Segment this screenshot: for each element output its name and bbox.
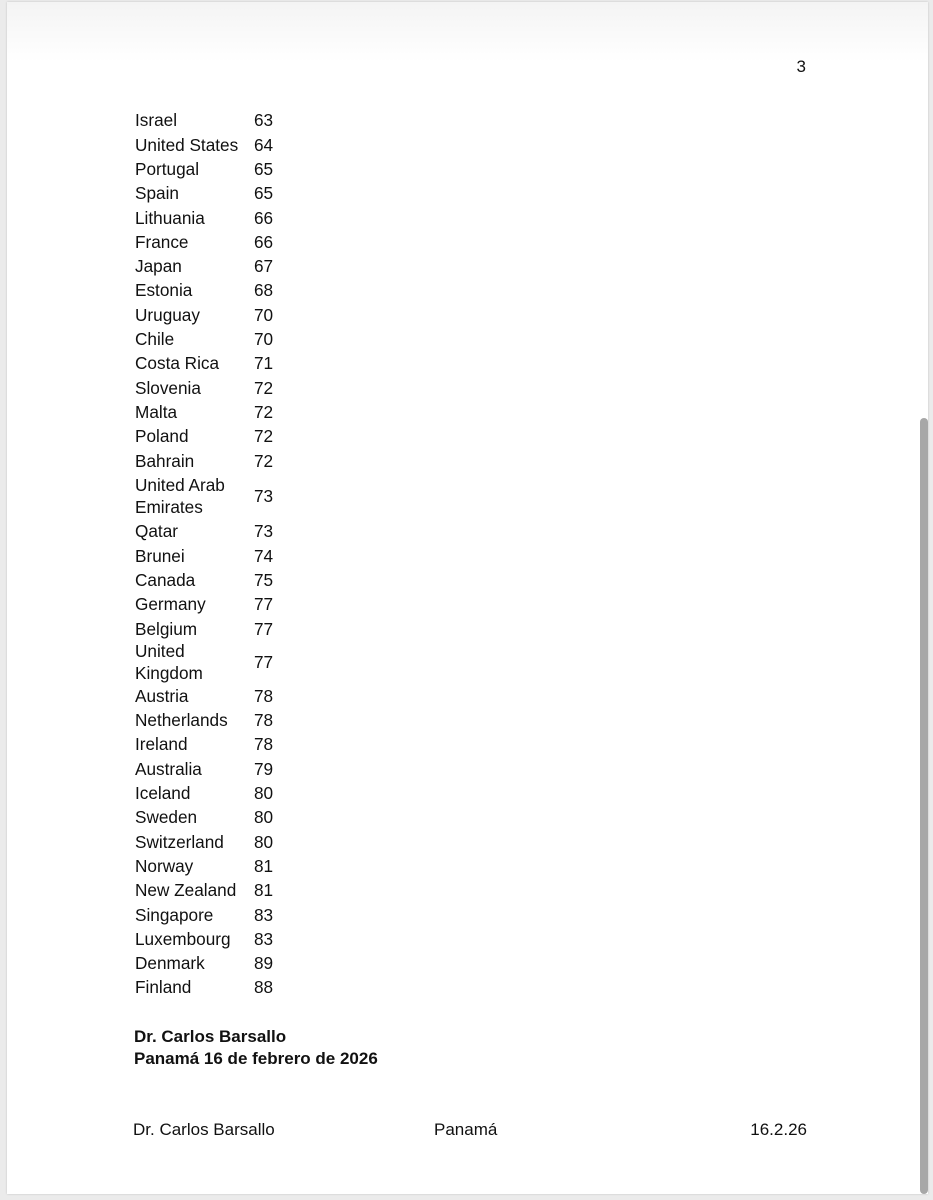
score-cell: 77 [254,594,274,615]
score-cell: 73 [254,485,274,506]
score-cell: 67 [254,256,274,277]
country-cell: Uruguay [135,304,200,325]
country-cell: Malta [135,401,178,422]
score-cell: 68 [254,280,274,301]
table-row [135,109,273,133]
page-top-shade [7,2,928,62]
score-cell: 66 [254,207,274,228]
score-cell: 64 [254,134,274,155]
table-row [135,757,273,781]
country-cell: Canada [135,569,196,590]
score-cell: 66 [254,231,274,252]
table-row [135,709,273,733]
footer-author: Dr. Carlos Barsallo [133,1120,275,1139]
country-cell: Israel [135,110,178,131]
country-cell: Portugal [135,158,200,179]
table-row [135,520,273,544]
score-cell: 70 [254,329,274,350]
table-row [135,903,273,927]
country-cell: Spain [135,183,179,204]
table-row [135,830,273,854]
table-row [135,473,273,520]
score-cell: 78 [254,685,274,706]
score-cell: 74 [254,545,274,566]
table-body [135,109,273,1000]
country-cell: Austria [135,685,189,706]
table-row [135,617,273,641]
table-row [135,401,273,425]
score-cell: 77 [254,618,274,639]
table-row [135,449,273,473]
country-cell: Japan [135,256,182,277]
country-cell: Ireland [135,734,188,755]
score-cell: 72 [254,401,274,422]
table-row [135,279,273,303]
score-cell: 79 [254,758,274,779]
country-cell: Belgium [135,618,198,639]
score-cell: 77 [254,652,274,673]
country-cell: Costa Rica [135,353,220,374]
table-row [135,593,273,617]
score-cell: 72 [254,450,274,471]
table-row [135,952,273,976]
score-cell: 75 [254,569,274,590]
score-cell: 72 [254,426,274,447]
country-cell: United States [135,134,239,155]
score-cell: 72 [254,377,274,398]
score-cell: 83 [254,928,274,949]
score-cell: 65 [254,158,274,179]
country-cell: New Zealand [135,880,237,901]
score-cell: 80 [254,783,274,804]
table-row [135,376,273,400]
table-row [135,352,273,376]
score-cell: 71 [254,353,274,374]
score-cell: 73 [254,521,274,542]
country-cell: Denmark [135,953,205,974]
country-cell: Germany [135,594,206,615]
score-cell: 80 [254,831,274,852]
country-cell: Lithuania [135,207,205,228]
score-cell: 63 [254,110,274,131]
document-page [7,2,928,1194]
country-cell: Poland [135,426,189,447]
score-cell: 89 [254,953,274,974]
country-cell: Netherlands [135,710,228,731]
table-row [135,425,273,449]
country-cell: Australia [135,758,202,779]
table-row [135,230,273,254]
table-row [135,782,273,806]
footer-place: Panamá [434,1120,498,1139]
table-row [135,976,273,1000]
country-cell: Slovenia [135,377,201,398]
country-cell: Luxembourg [135,928,231,949]
table-row [135,133,273,157]
table-row [135,806,273,830]
score-cell: 83 [254,904,274,925]
score-cell: 81 [254,855,274,876]
country-cell: Iceland [135,783,191,804]
country-cell: Switzerland [135,831,224,852]
table-row [135,255,273,279]
country-cell: United Kingdom [135,641,203,683]
score-cell: 88 [254,977,274,998]
table-row [135,733,273,757]
table-row [135,569,273,593]
score-cell: 70 [254,304,274,325]
signature-block [134,1026,378,1070]
country-cell: United Arab Emirates [135,475,225,517]
table-row [135,641,273,684]
country-score-table [135,109,273,1000]
table-row [135,303,273,327]
table-row [135,158,273,182]
table-row [135,684,273,708]
signature-name: Dr. Carlos Barsallo [134,1027,287,1046]
footer-date: 16.2.26 [750,1120,807,1139]
score-cell: 65 [254,183,274,204]
table-row [135,544,273,568]
table-row [135,182,273,206]
scrollbar-thumb[interactable] [920,418,928,1194]
country-cell: Bahrain [135,450,195,471]
table-row [135,879,273,903]
table-row [135,927,273,951]
country-cell: Chile [135,329,175,350]
table-row [135,328,273,352]
table-row [135,855,273,879]
country-cell: Finland [135,977,192,998]
country-cell: Singapore [135,904,214,925]
country-cell: Estonia [135,280,193,301]
score-cell: 78 [254,734,274,755]
country-cell: France [135,231,189,252]
table-row [135,206,273,230]
score-cell: 80 [254,807,274,828]
country-cell: Qatar [135,521,178,542]
country-cell: Brunei [135,545,185,566]
score-cell: 81 [254,880,274,901]
country-cell: Norway [135,855,194,876]
signature-place-date: Panamá 16 de febrero de 2026 [134,1049,378,1068]
country-cell: Sweden [135,807,198,828]
page-number: 3 [796,57,806,76]
score-cell: 78 [254,710,274,731]
